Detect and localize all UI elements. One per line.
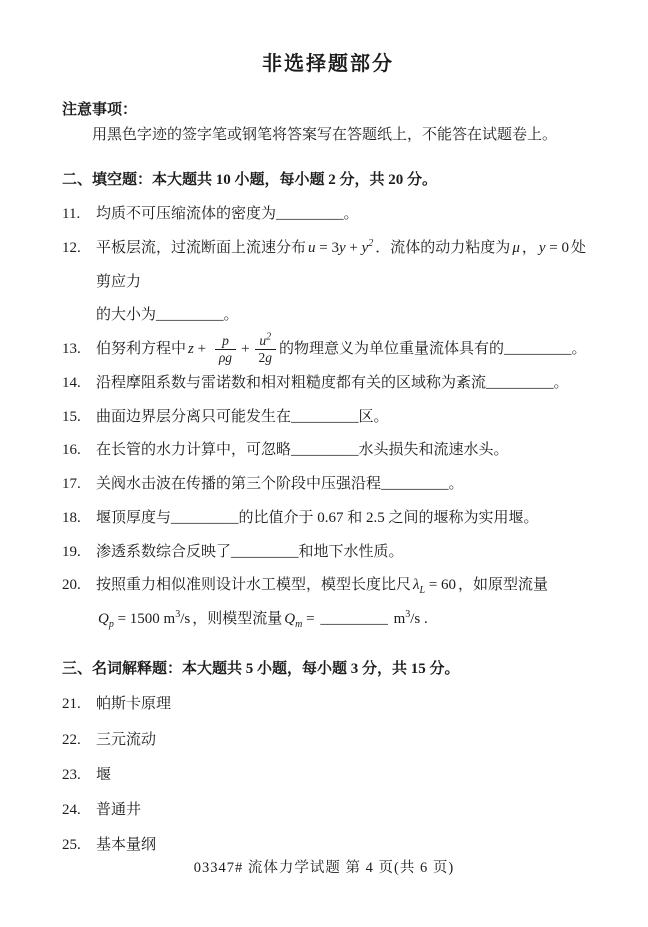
question-text-run: 渗透系数综合反映了_________和地下水性质。: [96, 543, 404, 560]
question-text-run: 处剪应力: [96, 239, 587, 290]
question-text-run: 的物理意义为单位重量流体具有的_________。: [279, 341, 587, 358]
question-number: 16.: [62, 442, 81, 459]
math-expression: $Q_p = 1500$ $m^3/s$: [98, 609, 191, 631]
question-body: [96, 793, 594, 828]
math-expression: +: [241, 341, 250, 358]
question-number: 11.: [62, 206, 81, 222]
math-expression: $Q_m$ =: [284, 611, 319, 631]
question-body: [96, 401, 594, 435]
question-body: [96, 333, 594, 367]
question-text-run: ，则模型流量: [192, 611, 283, 628]
question-number: 24.: [62, 802, 81, 819]
question-text-run: 帕斯卡原理: [96, 696, 172, 713]
question-text-run: 普通井: [96, 802, 142, 819]
math-fraction: $\frac{p}{\rho g}$: [215, 333, 236, 366]
question-number: 22.: [62, 731, 81, 748]
question-number: 25.: [62, 837, 81, 854]
page-title: 非选择题部分: [262, 53, 394, 75]
question-body: [96, 367, 594, 401]
page-footer: 03347# 流体力学试题 第 4 页(共 6 页): [193, 860, 455, 876]
question-item: [62, 687, 594, 722]
math-fraction: $\frac{u^2}{2g}$: [255, 333, 277, 366]
question-text-run: 的大小为_________。: [96, 307, 239, 324]
question-number: 18.: [62, 509, 81, 526]
question-text-run: _________: [320, 611, 388, 628]
question-item: [62, 723, 594, 758]
section-terms-heading: 三、名词解释题：本大题共 5 小题，每小题 3 分，共 15 分。: [62, 660, 460, 677]
math-expression: $m^3/s$ .: [389, 609, 428, 628]
question-text-run: 堰: [96, 766, 112, 783]
question-body: [96, 502, 594, 536]
question-item: [62, 434, 594, 468]
math-expression: y = 0: [538, 239, 569, 256]
question-item: [62, 569, 594, 637]
question-text-run: 三元流动: [96, 731, 157, 748]
question-text-run: 曲面边界层分离只可能发生在_________区。: [96, 408, 389, 425]
question-item: [62, 367, 594, 401]
question-number: 14.: [62, 374, 81, 391]
question-body: [96, 723, 594, 758]
question-item: [62, 401, 594, 435]
question-number: 20.: [62, 577, 81, 594]
question-item: [62, 468, 594, 502]
math-expression: $u = 3y + y^2$: [308, 237, 374, 256]
question-number: 12.: [62, 239, 81, 256]
section-fill-heading: 二、填空题：本大题共 10 小题，每小题 2 分，共 20 分。: [62, 171, 438, 188]
question-number: 13.: [62, 341, 81, 357]
question-number: 21.: [62, 696, 81, 713]
question-text-run: 均质不可压缩流体的密度为_________。: [96, 206, 359, 222]
question-item: [62, 232, 594, 333]
question-number: 19.: [62, 543, 81, 560]
terms-questions-list: [62, 687, 594, 863]
fill-questions-list: [62, 198, 594, 637]
question-body: [96, 569, 594, 637]
question-item: [62, 198, 594, 232]
question-number: 17.: [62, 476, 81, 493]
question-item: [62, 502, 594, 536]
question-body: [96, 434, 594, 468]
question-text-run: ，如原型流量: [458, 577, 549, 594]
question-number: 15.: [62, 408, 81, 425]
question-text-run: 平板层流，过流断面上流速分布: [96, 239, 307, 256]
question-text-run: 按照重力相似准则设计水工模型，模型长度比尺: [96, 577, 412, 594]
question-text-run: 在长管的水力计算中，可忽略_________水头损失和流速水头。: [96, 442, 509, 459]
notice-body: 用黑色字迹的签字笔或钢笔将答案写在答题纸上，不能答在试题卷上。: [92, 126, 558, 143]
question-text-run: 堰顶厚度与_________的比值介于 0.67 和 2.5 之间的堰称为实用堰。: [96, 509, 539, 526]
question-body: [96, 536, 594, 570]
math-expression: $\lambda_L = 60$: [413, 577, 457, 597]
question-text-run: 伯努利方程中: [96, 341, 187, 358]
question-body: [96, 198, 594, 232]
question-item: [62, 758, 594, 793]
question-item: [62, 793, 594, 828]
question-number: 23.: [62, 766, 81, 783]
math-expression: z +: [188, 341, 210, 358]
question-text-run: ，: [521, 239, 537, 256]
question-text-run: 关阀水击波在传播的第三个阶段中压强沿程_________。: [96, 476, 464, 493]
question-body: [96, 468, 594, 502]
question-text-run: 沿程摩阻系数与雷诺数和相对粗糙度都有关的区域称为紊流_________。: [96, 374, 569, 391]
question-body: [96, 232, 594, 333]
question-text-run: ．流体的动力粘度为: [375, 239, 511, 256]
question-body: [96, 758, 594, 793]
question-item: [62, 536, 594, 570]
math-expression: μ: [512, 239, 520, 256]
question-text-run: 基本量纲: [96, 837, 157, 854]
question-body: [96, 687, 594, 722]
question-item: [62, 333, 594, 367]
notice-heading: 注意事项：: [62, 102, 138, 118]
